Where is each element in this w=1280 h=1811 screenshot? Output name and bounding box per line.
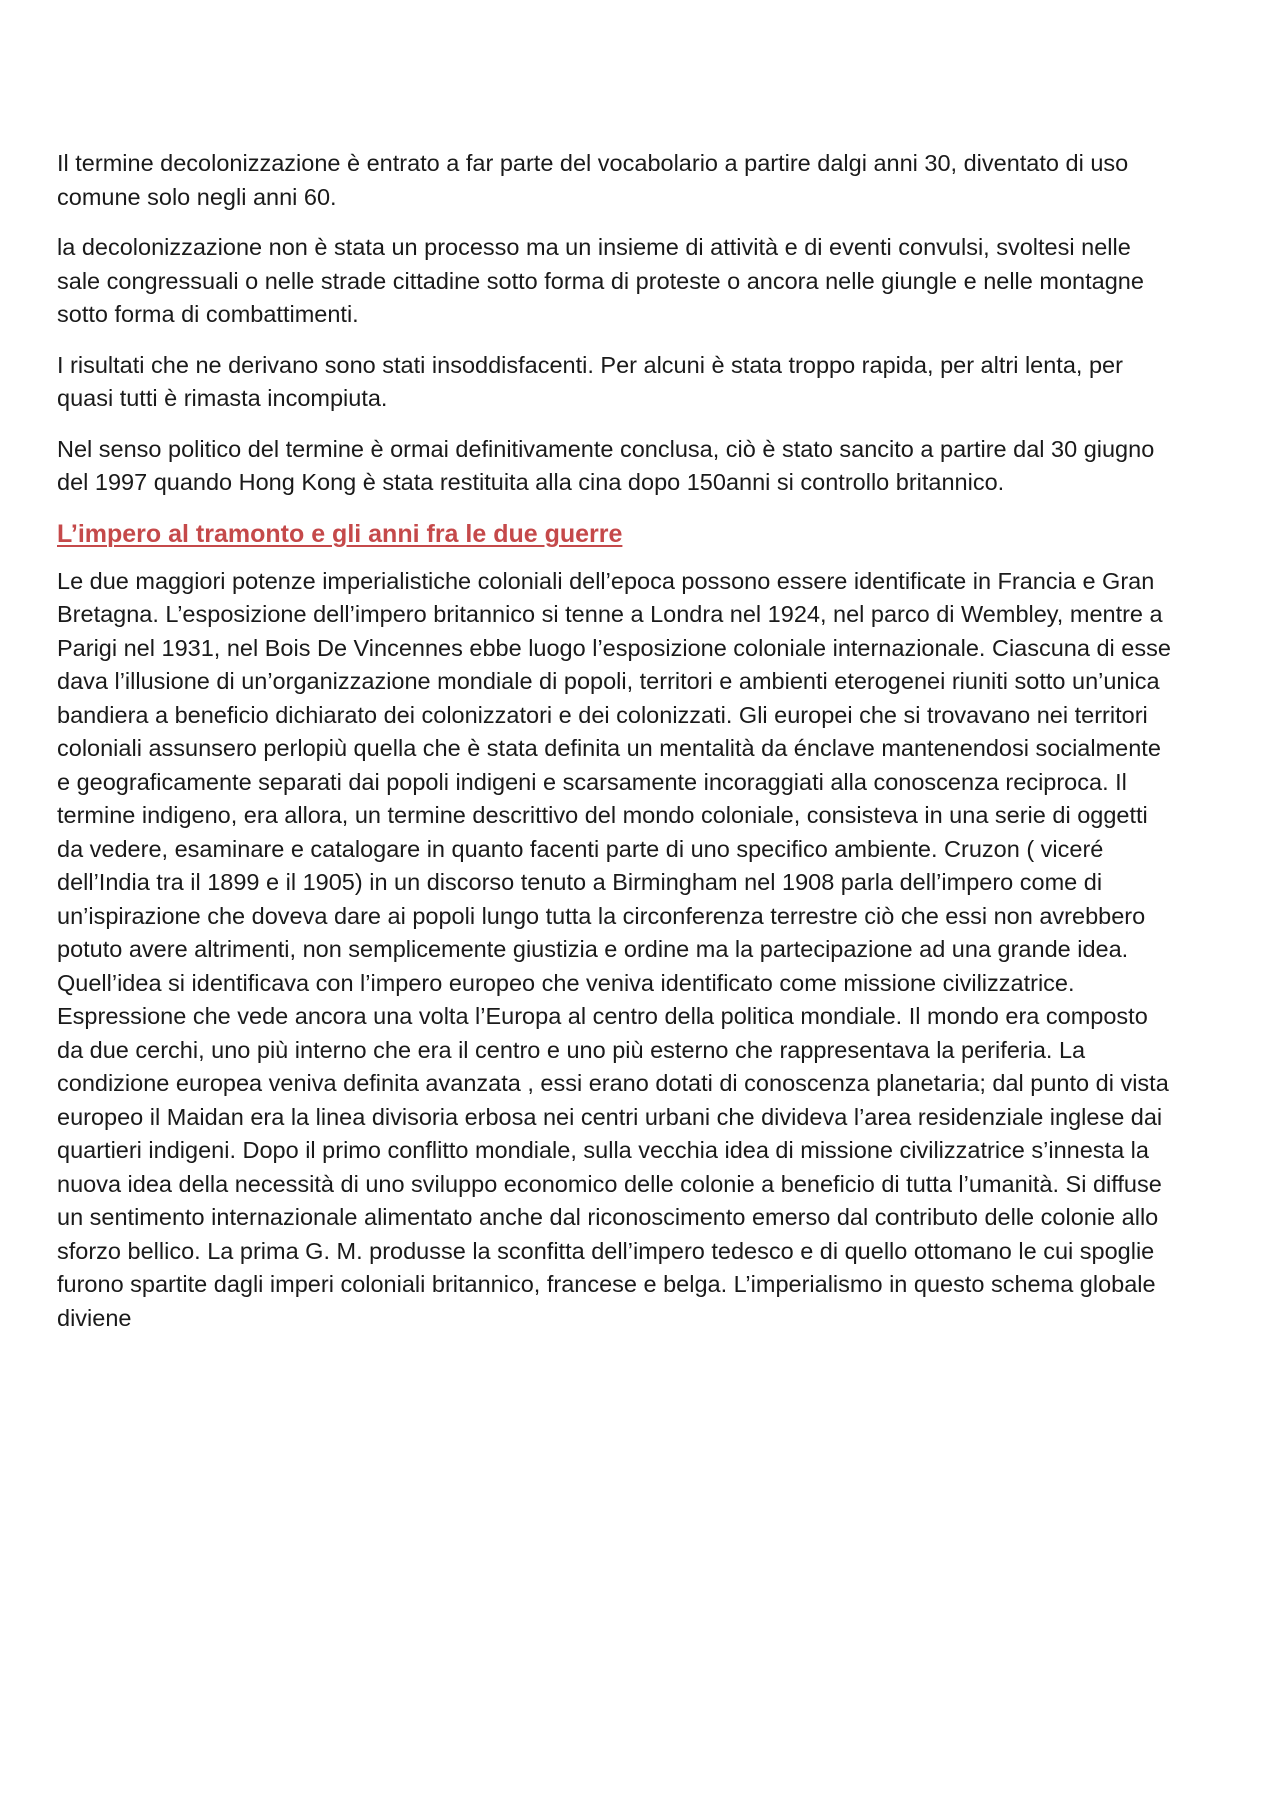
paragraph-intro-1: Il termine decolonizzazione è entrato a far parte del vocabolario a partire dalgi anni 30, diventato di uso comune solo negli anni 60. (57, 150, 1129, 210)
paragraph-intro-2: la decolonizzazione non è stata un processo ma un insieme di attività e di eventi convulsi, svoltesi nelle sale congressuali o nelle strade cittadine sotto forma di proteste o ancora nelle giungle e nelle montagne sotto forma di combattimenti. (57, 234, 1144, 327)
paragraph-intro-4: Nel senso politico del termine è ormai definitivamente conclusa, ciò è stato sancito a partire dal 30 giugno del 1997 quando Hong Kong è stata restituita alla cina dopo 150anni si controllo britannico. (57, 435, 1155, 495)
document-page (57, 147, 1177, 1352)
section-paragraph: Le due maggiori potenze imperialistiche coloniali dell’epoca possono essere identificate in Francia e Gran Bretagna. L’esposizione dell’impero britannico si tenne a Londra nel 1924, nel parco di Wembley, mentre a Parigi nel 1931, nel Bois De Vincennes ebbe luogo l’esposizione coloniale internazionale. Ciascuna di esse dava l’illusione di un’organizzazione mondiale di popoli, territori e ambienti eterogenei riuniti sotto un’unica bandiera a beneficio dichiarato dei colonizzatori e dei colonizzati. Gli europei che si trovavano nei territori coloniali assunsero perlopiù quella che è stata definita un mentalità da énclave mantenendosi socialmente e geograficamente separati dai popoli indigeni e scarsamente incoraggiati alla conoscenza reciproca. Il termine indigeno, era allora, un termine descrittivo del mondo coloniale, consisteva in una serie di oggetti da vedere, esaminare e catalogare in quanto facenti parte di uno specifico ambiente. Cruzon ( viceré dell’India tra il 1899 e il 1905) in un discorso tenuto a Birmingham nel 1908 parla dell’impero come di un’ispirazione che doveva dare ai popoli lungo tutta la circonferenza terrestre ciò che essi non avrebbero potuto avere altrimenti, non semplicemente giustizia e ordine ma la partecipazione ad una grande idea. Quell’idea si identificava con l’impero europeo che veniva identificato come missione civilizzatrice. Espressione che vede ancora una volta l’Europa al centro della politica mondiale. Il mondo era composto da due cerchi, uno più interno che era il centro e uno più esterno che rappresentava la periferia. La condizione europea veniva definita avanzata , essi erano dotati di conoscenza planetaria; dal punto di vista europeo il Maidan era la linea divisoria erbosa nei centri urbani che divideva l’area residenziale inglese dai quartieri indigeni. Dopo il primo conflitto mondiale, sulla vecchia idea di missione civilizzatrice s’innesta la nuova idea della necessità di uno sviluppo economico delle colonie a beneficio di tutta l’umanità. Si diffuse un sentimento internazionale alimentato anche dal riconoscimento emerso dal contributo delle colonie allo sforzo bellico. La prima G. M. produsse la sconfitta dell’impero tedesco e di quello ottomano le cui spoglie furono spartite dagli imperi coloniali britannico, francese e belga. L’imperialismo in questo schema globale diviene (57, 567, 1171, 1331)
section-heading: L’impero al tramonto e gli anni fra le due guerre (57, 519, 623, 548)
paragraph-intro-3: I risultati che ne derivano sono stati insoddisfacenti. Per alcuni è stata troppo rapida, per altri lenta, per quasi tutti è rimasta incompiuta. (57, 351, 1123, 411)
